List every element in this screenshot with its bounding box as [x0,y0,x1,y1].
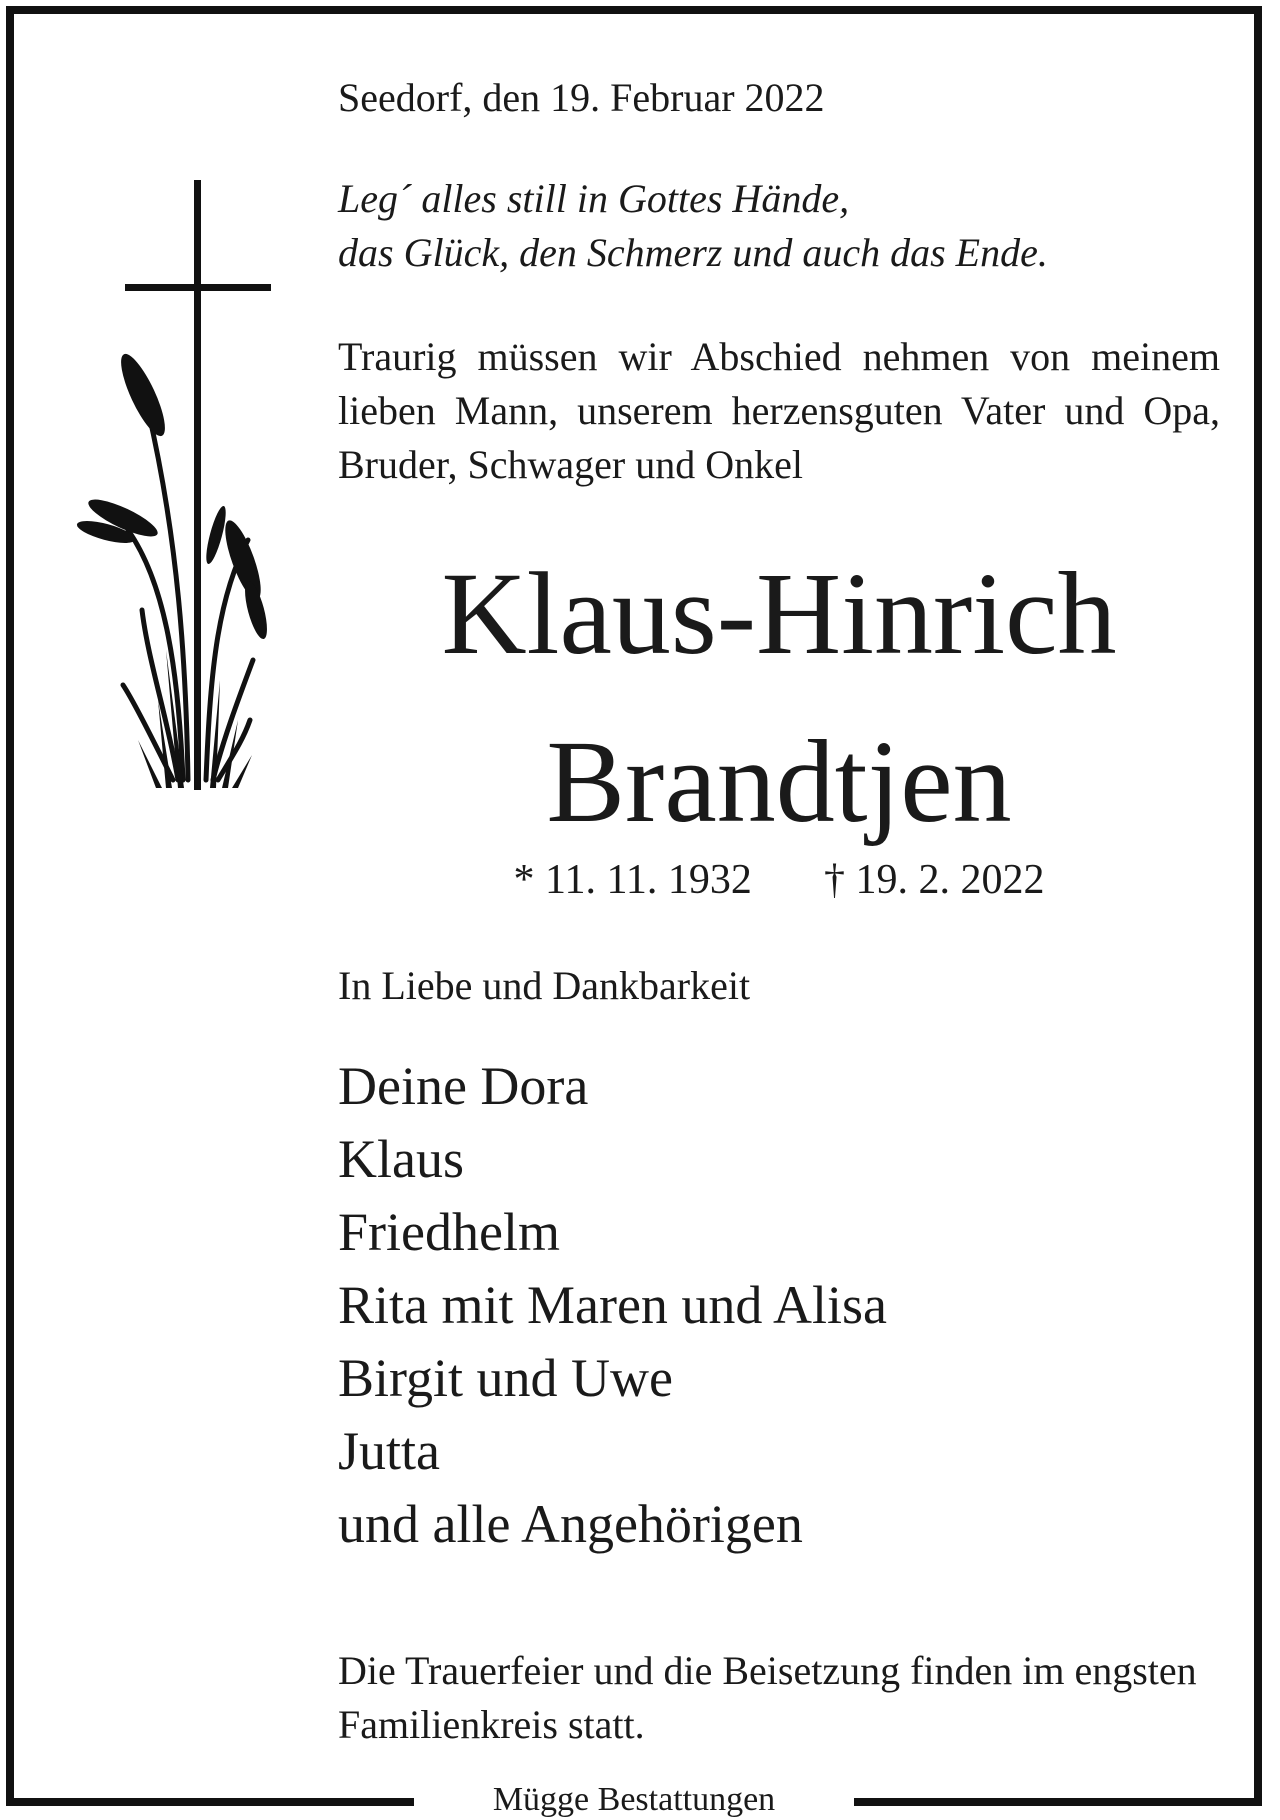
cross-with-wheat-icon [38,180,278,800]
deceased-name [338,530,1220,866]
family-member: Birgit und Uwe [338,1348,673,1408]
intro-paragraph: Traurig müssen wir Abschied nehmen von meinem lieben Mann, unserem herzensguten Vater und Opa, Bruder, Schwager und Onkel [338,334,1220,487]
closing-phrase: In Liebe und Dankbarkeit [338,963,751,1008]
deceased-last-name: Brandtjen [546,716,1012,847]
funeral-home-credit: Mügge Bestattungen [414,1780,854,1820]
life-dates [338,856,1220,904]
family-member: Klaus [338,1129,464,1189]
notice-date-line: Seedorf, den 19. Februar 2022 [338,75,825,120]
family-member: Deine Dora [338,1056,589,1116]
death-date: † 19. 2. 2022 [823,857,1045,903]
deceased-first-name: Klaus-Hinrich [441,548,1117,679]
birth-date: * 11. 11. 1932 [513,857,752,903]
family-member: und alle Angehörigen [338,1494,803,1554]
family-member: Jutta [338,1421,440,1481]
family-member: Friedhelm [338,1202,560,1262]
verse [338,172,1220,280]
verse-line: Leg´ alles still in Gottes Hände, [338,176,850,221]
family-member: Rita mit Maren und Alisa [338,1275,887,1335]
family-list [338,1050,1220,1561]
verse-line: das Glück, den Schmerz und auch das Ende. [338,230,1048,275]
funeral-notice: Die Trauerfeier und die Beisetzung finden im engsten Familienkreis statt. [338,1648,1197,1747]
